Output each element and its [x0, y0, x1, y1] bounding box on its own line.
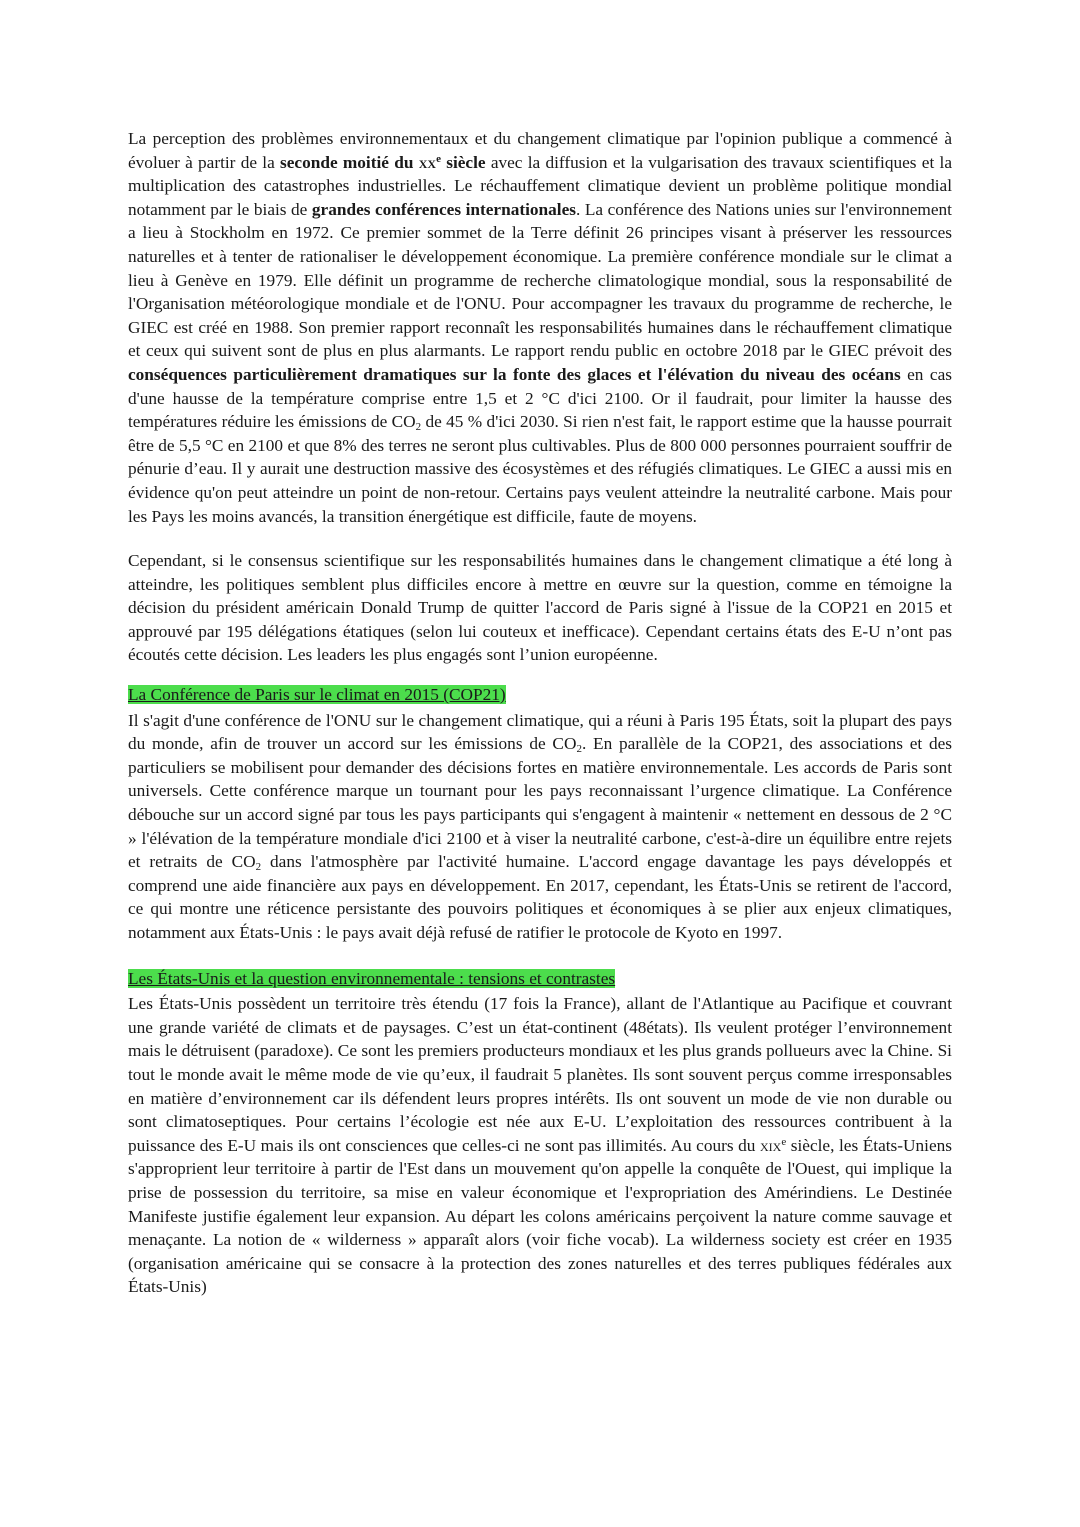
- text-run: . La conférence des Nations unies sur l'environnement a lieu à Stockholm en 1972. Ce premier sommet de la Terre définit 26 principes visant à préserver les ressources naturelles et à tenter de rationaliser le développement économique. La première conférence mondiale sur le climat a lieu à Genève en 1979. Elle définit un programme de recherche climatologique mondial, sous la responsabilité de l'Organisation météorologique mondiale et de l'ONU. Pour accompagner les travaux du programme de recherche, le GIEC est créé en 1988. Son premier rapport reconnaît les responsabilités humaines dans le réchauffement climatique et ceux qui suivent sont de plus en plus alarmants. Le rapport rendu public en octobre 2018 par le GIEC prévoit des: [128, 199, 952, 361]
- century-numeral: xix: [759, 1135, 782, 1155]
- text-run: avec la diffusion et la vulgarisation des travaux scientifiques et la multiplication des catastrophes industrielles. Le réchauffement climatique devient un problème politique mondial notamment par le biais de: [128, 152, 952, 219]
- bold-run: seconde moitié du $xx^e$ siècle: [280, 152, 486, 172]
- section-heading-cop21: [128, 683, 952, 707]
- paragraph-political-difficulties: Cependant, si le consensus scientifique sur les responsabilités humaines dans le changement climatique a été long à atteindre, les politiques semblent plus difficiles encore à mettre en œuvre sur la question, comme en témoigne la décision du président américain Donald Trump de quitter l'accord de Paris signé à l'issue de la COP21 en 2015 et approuvé par 195 délégations étatiques (selon lui couteux et inefficace). Cependant certains états des E-U n’ont pas écoutés cette décision. Les leaders les plus engagés sont l’union européenne.: [128, 551, 952, 665]
- paragraph-cop21: Il s'agit d'une conférence de l'ONU sur le changement climatique, qui a réuni à Paris 195 États, soit la plupart des pays du monde, afin de trouver un accord sur les émissions de $CO_2$. En parallèle de la COP21, des associations et des particuliers se mobilisent pour demander des décisions fortes en matière environnementale. Les accords de Paris sont universels. Cette conférence marque un tournant pour les pays reconnaissant l’urgence climatique. La Conférence débouche sur un accord signé par tous les pays participants qui s'engagent à maintenir « nettement en dessous de 2 °C » l'élévation de la température mondiale d'ici 2100 et à viser la neutralité carbone, c'est-à-dire un équilibre entre rejets et retraits de $CO_2$ dans l'atmosphère par l'activité humaine. L'accord engage davantage les pays développés et comprend une aide financière aux pays en développement. En 2017, cependant, les États-Unis se retirent de l'accord, ce qui montre une réticence persistante des pouvoirs politiques et économiques à se plier aux enjeux climatiques, notamment aux États-Unis : le pays avait déjà refusé de ratifier le protocole de Kyoto en 1997.: [128, 710, 953, 942]
- text-run: de 45 % d'ici 2030. Si rien n'est fait, le rapport estime que la hausse pourrait être de 5,5 °C en 2100 et que 8% des terres ne seront plus cultivables. Plus de 800 000 personnes pourraient souffrir de pénurie d’eau. Il y aurait une destruction massive des écosystèmes et des réfugiés climatiques. Le GIEC a aussi mis en évidence qu'on peut atteindre un point de non-retour. Certains pays veulent atteindre la neutralité carbone. Mais pour les Pays les moins avancés, la transition énergétique est difficile, faute de moyens.: [128, 412, 952, 526]
- text-run: en cas d'une hausse de la température comprise entre 1,5 et 2 °C d'ici 2100. Or il faudrait, pour limiter la hausse des températures réduire les émissions de CO: [128, 364, 952, 432]
- text-run: La perception des problèmes environnementaux et du changement climatique par l'opinion publique a commencé à évoluer à partir de la: [128, 129, 952, 172]
- paragraph-environmental-perception: [128, 127, 952, 528]
- subscript: 2: [576, 743, 582, 756]
- subscript: 2: [255, 861, 262, 874]
- bold-run: conséquences particulièrement dramatiques sur la fonte des glaces et l'élévation du niveau des océans: [128, 364, 901, 384]
- section-heading-usa-environment: [128, 967, 952, 991]
- paragraph-usa-environment: Les États-Unis possèdent un territoire très étendu (17 fois la France), allant de l'Atlantique au Pacifique et couvrant une grande variété de climats et de paysages. C’est un état-continent (48états). Ils veulent protéger l’environnement mais le détruisent (paradoxe). Ce sont les premiers producteurs mondiaux et les plus grands pollueurs avec la Chine. Si tout le monde avait le même mode de vie qu’eux, il faudrait 5 planètes. Ils sont souvent perçus comme irresponsables en matière d’environnement car ils défendent leurs propres intérêts. Ils ont souvent un mode de vie non durable ou sont climatoseptiques. Pour certains l’écologie est née aux E-U. L’exploitation des ressources contribuent à la puissance des E-U mais ils ont consciences que celles-ci ne sont pas illimités. Au cours du xix$^e$ siècle, les États-Uniens s'approprient leur territoire à partir de l'Est dans un mouvement qu'on appelle la conquête de l'Ouest, qui implique la prise de possession du territoire, sa mise en valeur économique et l'expropriation des Amérindiens. Le Destinée Manifeste justifie également leur expansion. Au départ les colons américains perçoivent la nature comme sauvage et menaçante. La notion de « wilderness » apparaît alors (voir fiche vocab). La wilderness society est créer en 1935 (organisation américaine qui se consacre à la protection des zones naturelles et des terres publiques fédérales aux États-Unis): [128, 994, 952, 1297]
- highlighted-heading: Les États-Unis et la question environnementale : tensions et contrastes: [128, 968, 616, 988]
- subscript: 2: [415, 421, 422, 434]
- bold-run: grandes conférences internationales: [311, 199, 576, 219]
- highlighted-heading: La Conférence de Paris sur le climat en 2015 (COP21): [128, 685, 506, 705]
